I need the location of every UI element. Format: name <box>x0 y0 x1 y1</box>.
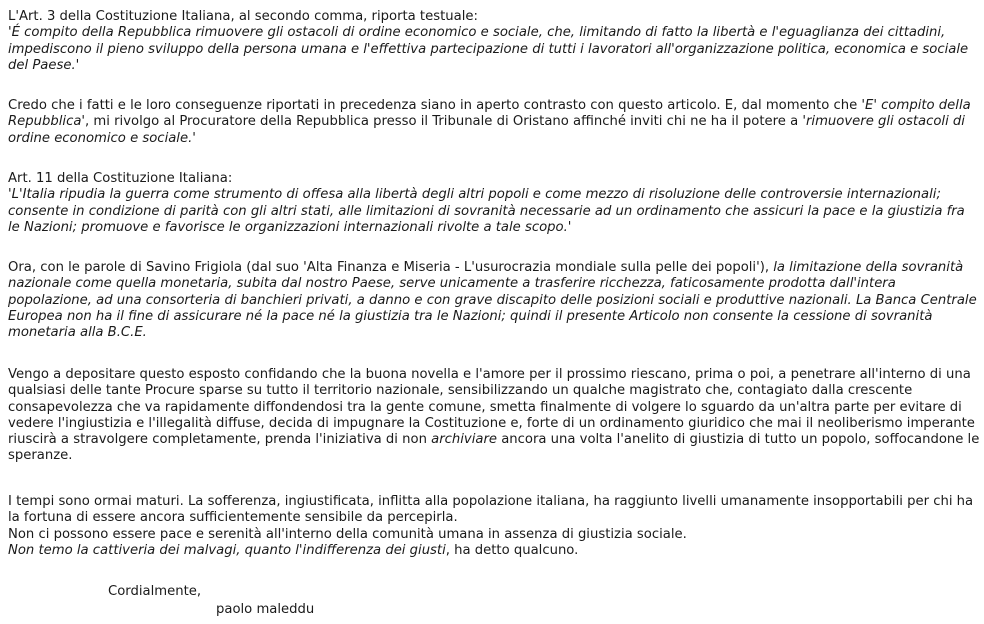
frigiola-text: Ora, con le parole di Savino Frigiola (dal suo 'Alta Finanza e Miseria - L'usurocrazia mondiale sulla pelle dei popoli'), <box>8 260 774 275</box>
frigiola-quote: la limitazione della sovranità nazionale come quella monetaria, subita dal nostro Paese, serve unicamente a trasferire ricchezza, faticosamente prodotta dall'intera popolazione, ad una consorteria di banchieri privati, a danno e con grave discapito delle posizioni sociali e produttive nazionali. La Banca Centrale Europea non ha il fine di assicurare né la pace né la giustizia tra le Nazioni; quindi il presente Articolo non consente la cessione di sovranità monetaria alla B.C.E. <box>8 260 977 341</box>
paragraph-esposto <box>8 367 980 465</box>
closing-salutation: Cordialmente, <box>108 584 202 599</box>
appeal-quote-1: 'E' compito della Repubblica' <box>8 98 971 130</box>
esposto-text-1: Vengo a depositare questo esposto confidando che la buona novella e l'amore per il prossimo riescano, prima o poi, a penetrare all'interno di una qualsiasi delle tante Procure sparse su tutto il territorio nazionale, sensibilizzando un qualche magistrato che, contagiato dalla crescente consapevolezza che va rapidamente diffondendosi tra la gente comune, smetta finalmente di volgere lo sguardo da un'altra parte per evitare di vedere l'ingiustizia e l'illegalità diffuse, decida di impugnare la Costituzione e, forte di un ordinamento giuridico che mai il neoliberismo imperante riuscirà a stravolgere completamente, prenda l'iniziativa di non <box>8 367 975 448</box>
conclusion-quote: Non temo la cattiveria dei malvagi, quanto l'indifferenza dei giusti <box>8 542 446 558</box>
paragraph-appeal <box>8 98 980 147</box>
paragraph-art11 <box>8 171 980 236</box>
signature-name: paolo maleddu <box>216 602 315 617</box>
art11-intro: Art. 11 della Costituzione Italiana: <box>8 171 233 186</box>
paragraph-art3 <box>8 9 980 74</box>
paragraph-frigiola <box>8 260 980 341</box>
conclusion-line-1: I tempi sono ormai maturi. La sofferenza, ingiustificata, inflitta alla popolazione italiana, ha raggiunto livelli umanamente insopportabili per chi ha la fortuna di essere ancora sufficientemente sensibile da percepirla. <box>8 494 974 526</box>
conclusion-line-3: , ha detto qualcuno. <box>445 542 579 558</box>
art11-quote: 'L'Italia ripudia la guerra come strumento di offesa alla libertà degli altri popoli e come mezzo di risoluzione delle controversie internazionali; consente in condizione di parità con gli altri stati, alle limitazioni di sovranità necessarie ad un ordinamento che assicuri la pace e la giustizia fra le Nazioni; promuove e favorisce le organizzazioni internazionali rivolte a tale scopo.' <box>8 187 965 235</box>
appeal-text-2: , mi rivolgo al Procuratore della Repubblica presso il Tribunale di Oristano affinché inviti chi ne ha il potere a <box>85 114 803 130</box>
appeal-quote-2: 'rimuovere gli ostacoli di ordine economico e sociale.' <box>8 114 965 146</box>
art3-intro: L'Art. 3 della Costituzione Italiana, al secondo comma, riporta testuale: <box>8 9 478 24</box>
paragraph-conclusion <box>8 494 980 559</box>
esposto-italic: archiviare <box>431 432 498 448</box>
conclusion-line-2: Non ci possono essere pace e serenità all'interno della comunità umana in assenza di giustizia sociale. <box>8 526 687 542</box>
art3-quote: 'É compito della Repubblica rimuovere gli ostacoli di ordine economico e sociale, che, limitando di fatto la libertà e l'eguaglianza dei cittadini, impediscono il pieno sviluppo della persona umana e l'effettiva partecipazione di tutti i lavoratori all'organizzazione politica, economica e sociale del Paese.' <box>8 25 969 73</box>
appeal-text-1: Credo che i fatti e le loro conseguenze riportati in precedenza siano in aperto contrasto con questo articolo. E, dal momento che <box>8 98 862 113</box>
esposto-text-2: ancora una volta l'anelito di giustizia di tutto un popolo, soffocandone le speranze. <box>8 432 980 464</box>
